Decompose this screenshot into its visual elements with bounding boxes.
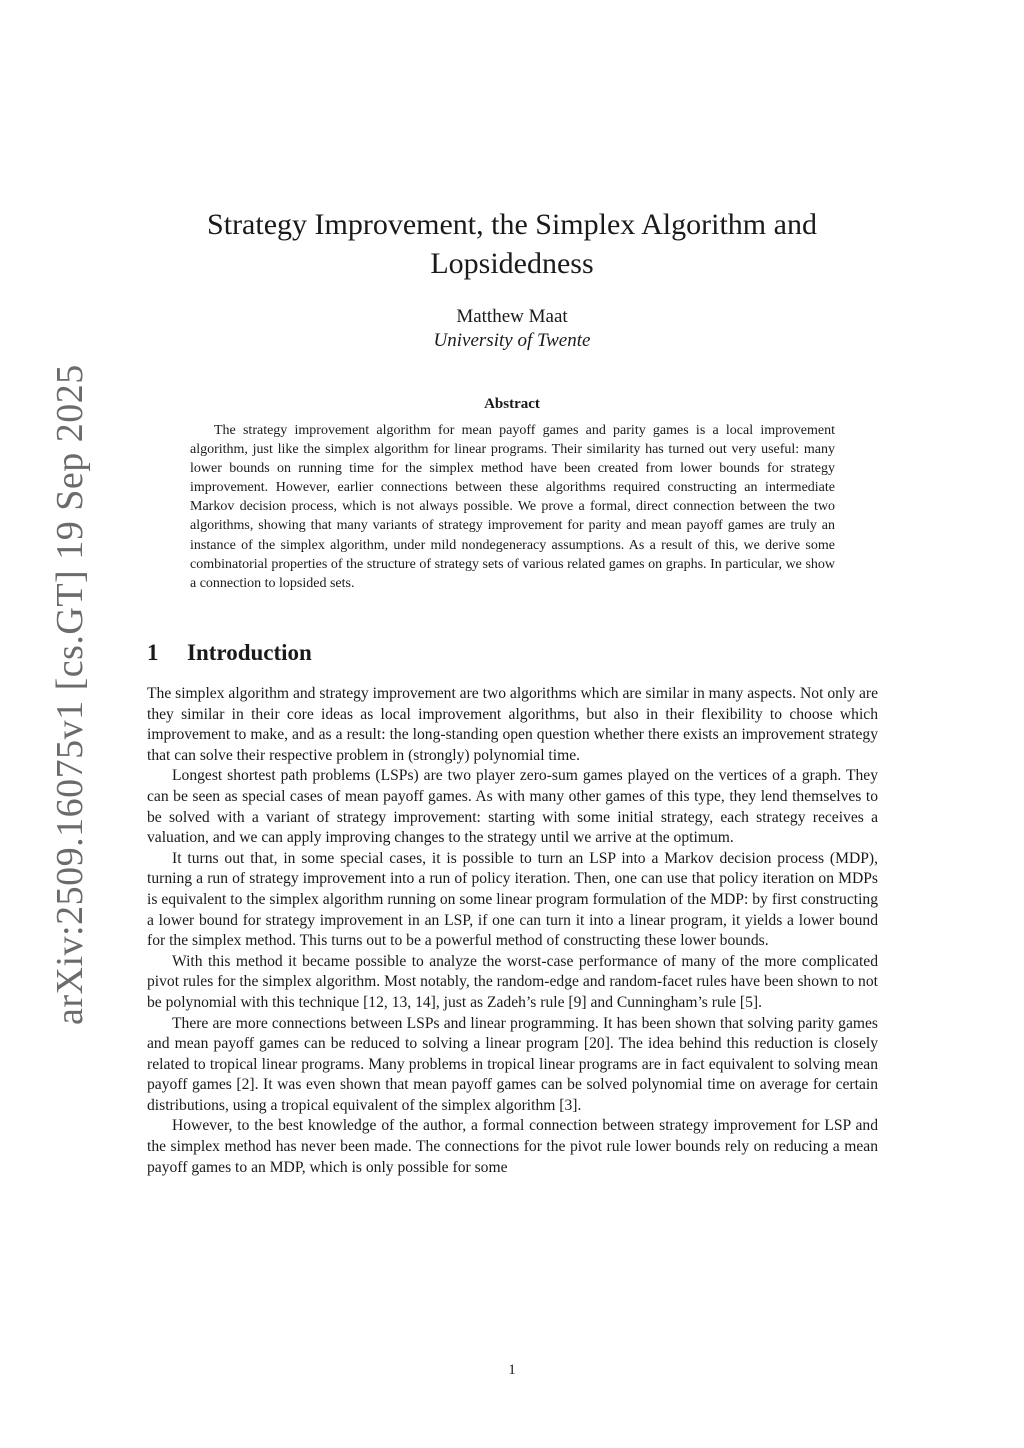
abstract-text: The strategy improvement algorithm for mean payoff games and parity games is a local improvement algorithm, just like the simplex algorithm for linear programs. Their similarity has turned out very useful: many lower bounds on running time for the simplex method have been created from lower bounds for strategy improvement. However, earlier connections between these algorithms required constructing an intermediate Markov decision process, which is not always possible. We prove a formal, direct connection between the two algorithms, showing that many variants of strategy improvement for parity and mean payoff games are truly an instance of the simplex algorithm, under mild nondegeneracy assumptions. As a result of this, we derive some combinatorial properties of the structure of strategy sets of various related games on graphs. In particular, we show a connection to lopsided sets.	[190, 423, 835, 591]
paragraph: Longest shortest path problems (LSPs) are two player zero-sum games played on the vertices of a graph. They can be seen as special cases of mean payoff games. As with many other games of this type, they lend themselves to be solved with a variant of strategy improvement: starting with some initial strategy, each strategy receives a valuation, and we can apply improving changes to the strategy until we arrive at the optimum.	[147, 767, 878, 847]
paper-title: Strategy Improvement, the Simplex Algorithm and Lopsidedness	[207, 208, 817, 280]
arxiv-identifier: arXiv:2509.16075v1 [cs.GT] 19 Sep 2025	[49, 364, 91, 1025]
paragraph: It turns out that, in some special cases, it is possible to turn an LSP into a Markov decision process (MDP), turning a run of strategy improvement into a run of policy iteration. Then, one can use that policy iteration on MDPs is equivalent to the simplex algorithm running on some linear program formulation of the MDP: by first constructing a lower bound for strategy improvement in an LSP, if one can turn it into a linear program, it yields a lower bound for the simplex method. This turns out to be a powerful method of constructing these lower bounds.	[147, 849, 878, 950]
paragraph: There are more connections between LSPs and linear programming. It has been shown that solving parity games and mean payoff games can be reduced to solving a linear program [20]. The idea behind this reduction is closely related to tropical linear programs. Many problems in tropical linear programs are in fact equivalent to solving mean payoff games [2]. It was even shown that mean payoff games can be solved polynomial time on average for certain distributions, using a tropical equivalent of the simplex algorithm [3].	[147, 1014, 878, 1114]
section-heading	[147, 640, 312, 666]
introduction-body	[147, 684, 878, 1178]
paragraph: The simplex algorithm and strategy improvement are two algorithms which are similar in many aspects. Not only are they similar in their core ideas as local improvement algorithms, but also in their flexibility to choose which improvement to make, and as a result: the long-standing open question whether there exists an improvement strategy that can solve their respective problem in (strongly) polynomial time.	[147, 685, 878, 764]
author-name: Matthew Maat	[456, 306, 568, 327]
section-number: 1	[147, 640, 159, 665]
abstract-heading: Abstract	[484, 396, 540, 412]
paragraph: However, to the best knowledge of the author, a formal connection between strategy improvement for LSP and the simplex method has never been made. The connections for the pivot rule lower bounds rely on reducing a mean payoff games to an MDP, which is only possible for some	[147, 1117, 878, 1176]
author-affiliation: University of Twente	[433, 330, 591, 351]
section-title: Introduction	[187, 640, 312, 665]
paragraph: With this method it became possible to analyze the worst-case performance of many of the more complicated pivot rules for the simplex algorithm. Most notably, the random-edge and random-facet rules have been shown to not be polynomial with this technique [12, 13, 14], just as Zadeh’s rule [9] and Cunningham’s rule [5].	[147, 952, 878, 1011]
page-number: 1	[508, 1362, 516, 1378]
